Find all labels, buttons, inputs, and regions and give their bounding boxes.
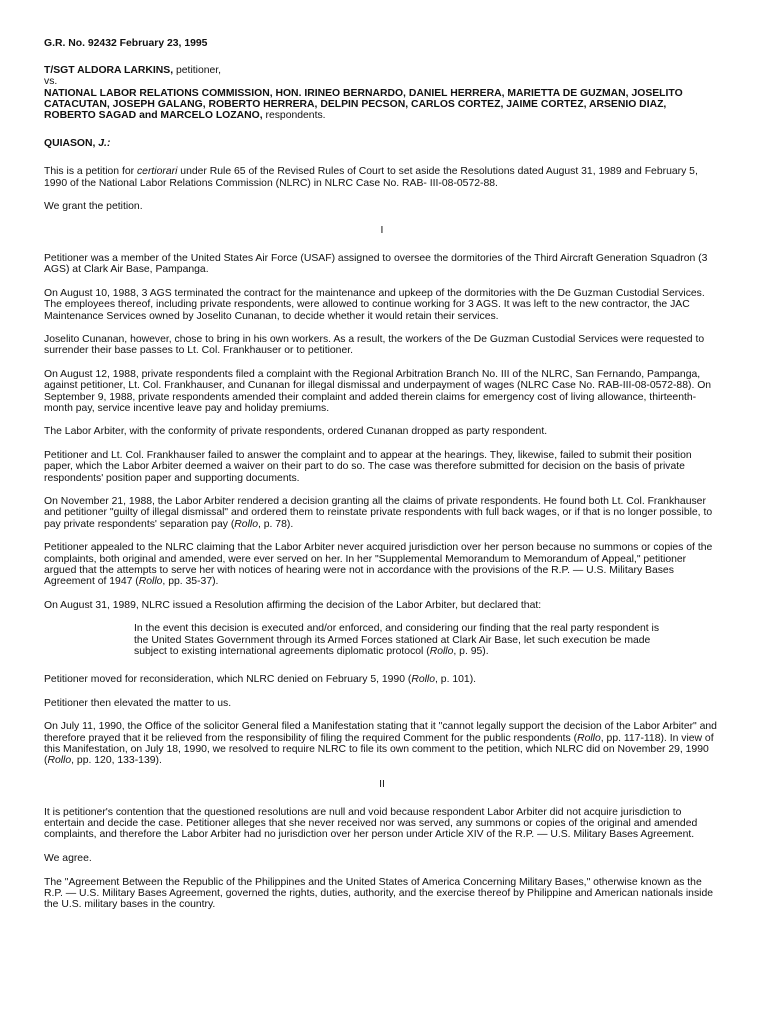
petitioner-role: petitioner, [173, 65, 222, 77]
block-quote [134, 623, 676, 657]
paragraph-9-citation: Rollo [234, 518, 258, 530]
paragraph-3: Petitioner was a member of the United States Air Force (USAF) assigned to oversee the dormitories of the Third Aircraft Generation Squadron (3 AGS) at Clark Air Base, Pampanga. [44, 253, 708, 276]
paragraph-12 [44, 674, 720, 685]
paragraph-2: We grant the petition. [44, 201, 143, 213]
paragraph-9-text-c: , p. 78). [257, 518, 294, 530]
ponente-title: J.: [98, 138, 111, 150]
section-numeral-2: II [379, 778, 385, 790]
paragraph-16: We agree. [44, 853, 92, 865]
ponente-name: QUIASON, [44, 138, 99, 150]
respondents-line [44, 88, 720, 122]
paragraph-1-text-a: This is a petition for [44, 166, 137, 178]
block-quote-text-c: , p. 95). [453, 645, 489, 657]
paragraph-6: On August 12, 1988, private respondents filed a complaint with the Regional Arbitration Branch No. III of the NLRC, San Fernando, Pampanga, against petitioner, Lt. Col. Frankhauser, and Cunanan for illegal dismissal and underpayment of wages (NLRC Case No. RAB-III-08-0572-88). On September 9, 1988, private respondents amended their complaint and added therein claims for emergency cost of living allowance, thirteenth-month pay, service incentive leave pay and holiday premiums. [44, 369, 712, 414]
paragraph-4: On August 10, 1988, 3 AGS terminated the contract for the maintenance and upkeep of the dormitories with the De Guzman Custodial Services. The employees thereof, including private respondents, were allowed to continue working for 3 AGS. It was left to the new contractor, the JAC Maintenance Services owned by Joselito Cunanan, to decide whether it would retain their services. [44, 288, 705, 322]
paragraph-14-citation-2: Rollo [47, 755, 72, 767]
petitioner-line [44, 65, 720, 76]
paragraph-14-citation-1: Rollo [577, 732, 601, 744]
versus-label: vs. [44, 76, 58, 88]
decision-document [44, 38, 720, 923]
paragraph-9-text-a: On November 21, 1988, the Labor Arbiter rendered a decision granting all the claims of private respondents. He found both Lt. Col. Frankhauser and petitioner "guilty of illegal dismissal" and ordered them to reinstate private respondents with full back wages, or if that is no longer possible, to pay private respondents' separation pay ( [44, 496, 713, 530]
petitioner-name: T/SGT ALDORA LARKINS, [44, 65, 174, 77]
paragraph-13: Petitioner then elevated the matter to us. [44, 697, 232, 709]
block-quote-text-a: In the event this decision is executed and/or enforced, and considering our finding that the real party respondent is the United States Government through its Armed Forces stationed at Clark Air Base, let such execution be made subject to existing international agreements diplomatic protocol ( [134, 623, 660, 657]
respondents-role: respondents. [262, 110, 326, 122]
paragraph-1-text-c: under Rule 65 of the Revised Rules of Court to set aside the Resolutions dated August 31, 1989 and February 5, 1990 of the National Labor Relations Commission (NLRC) in NLRC Case No. RAB- III-08-0572-88. [44, 166, 698, 189]
paragraph-5: Joselito Cunanan, however, chose to bring in his own workers. As a result, the workers of the De Guzman Custodial Services were requested to surrender their base passes to Lt. Col. Frankhauser or to petitioner. [44, 334, 705, 357]
paragraph-14 [44, 721, 720, 766]
paragraph-14-text-a: On July 11, 1990, the Office of the solicitor General filed a Manifestation stating that it "cannot legally support the decision of the Labor Arbiter" and therefore prayed that it be relieved from the responsibility of filing the required Comment for the public respondents ( [44, 721, 717, 744]
paragraph-10-text-c: , pp. 35-37). [162, 576, 219, 587]
paragraph-10-text-a: Petitioner appealed to the NLRC claiming that the Labor Arbiter never acquired jurisdiction over her person because no summons or copies of the complaints, both original and amended, were ever served on her. In her "Supplemental Memorandum to Memorandum of Appeal," petitioner argued that the attempts to serve her with notices of hearing were not in accordance with the provisions of the R.P. — U.S. Military Bases Agreement of 1947 ( [44, 542, 713, 587]
paragraph-7: The Labor Arbiter, with the conformity of private respondents, ordered Cunanan dropped as party respondent. [44, 426, 548, 438]
ponente [44, 138, 720, 149]
block-quote-citation: Rollo [429, 645, 454, 657]
paragraph-12-text-a: Petitioner moved for reconsideration, which NLRC denied on February 5, 1990 ( [44, 674, 412, 686]
section-numeral-1: I [380, 225, 384, 237]
paragraph-8: Petitioner and Lt. Col. Frankhauser failed to answer the complaint and to appear at the hearings. They, likewise, failed to submit their position paper, which the Labor Arbiter deemed a waiver on their part to do so. The case was therefore submitted for decision on the basis of private respondents' position paper and supporting documents. [44, 450, 692, 484]
paragraph-14-text-c: , pp. 117-118). In view of this Manifestation, on July 18, 1990, we resolved to require NLRC to file its own comment to the petition, which NLRC did on November 29, 1990 ( [44, 732, 714, 767]
paragraph-10-citation: Rollo [138, 576, 163, 587]
paragraph-11: On August 31, 1989, NLRC issued a Resolution affirming the decision of the Labor Arbiter, but declared that: [44, 599, 542, 611]
paragraph-17: The "Agreement Between the Republic of the Philippines and the United States of America Concerning Military Bases," otherwise known as the R.P. — U.S. Military Bases Agreement, governed the rights, duties, authority, and the exercise thereof by Philippine and American nationals inside the U.S. military bases in the country. [44, 876, 714, 911]
paragraph-14-text-e: , pp. 120, 133-139). [71, 755, 162, 767]
respondents-names: NATIONAL LABOR RELATIONS COMMISSION, HON. IRINEO BERNARDO, DANIEL HERRERA, MARIETTA DE GUZMAN, JOSELITO CATACUTAN, JOSEPH GALANG, ROBERTO HERRERA, DELPIN PECSON, CARLOS CORTEZ, JAIME CORTEZ, ARSENIO DIAZ, ROBERTO SAGAD and MARCELO LOZANO, [44, 87, 683, 122]
paragraph-9 [44, 496, 720, 530]
case-parties [44, 65, 720, 121]
paragraph-1-italic: certiorari [136, 166, 178, 178]
case-number: G.R. No. 92432 February 23, 1995 [44, 38, 208, 49]
paragraph-15: It is petitioner's contention that the questioned resolutions are null and void because respondent Labor Arbiter did not acquire jurisdiction to entertain and decide the case. Petitioner alleges that she never received nor was served, any summons or copies of the original and amended complaints, and therefore the Labor Arbiter had no jurisdiction over her person under Article XIV of the R.P. — U.S. Military Bases Agreement. [44, 806, 698, 841]
paragraph-12-citation: Rollo [411, 674, 436, 686]
paragraph-10 [44, 542, 720, 587]
paragraph-12-text-c: , p. 101). [435, 674, 477, 686]
paragraph-1 [44, 166, 720, 188]
